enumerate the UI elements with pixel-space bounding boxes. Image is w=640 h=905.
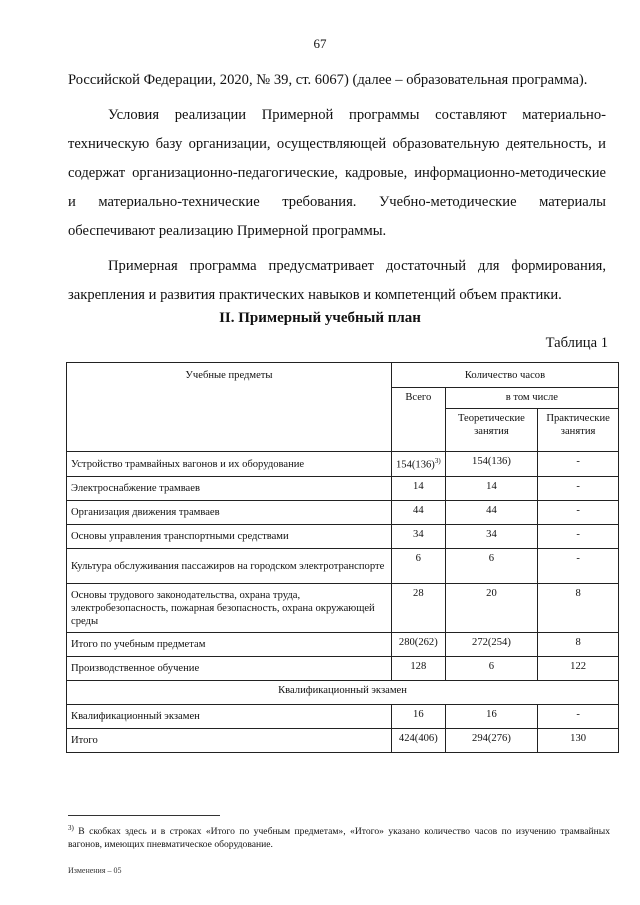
row-practice: - <box>538 452 619 477</box>
row-practice: 122 <box>538 657 619 681</box>
row-theory: 154(136) <box>445 452 538 477</box>
paragraph-1: Российской Федерации, 2020, № 39, ст. 6067) (далее – образовательная программа). <box>68 72 588 88</box>
row-name: Устройство трамвайных вагонов и их оборудование <box>67 452 392 477</box>
row-name: Организация движения трамваев <box>67 501 392 525</box>
row-total <box>391 452 445 477</box>
row-total: 28 <box>391 584 445 633</box>
row-total: 14 <box>391 477 445 501</box>
section-title: II. Примерный учебный план <box>219 310 421 326</box>
table-row <box>67 477 619 501</box>
row-total: 34 <box>391 525 445 549</box>
body-text <box>68 66 606 310</box>
page-number: 67 <box>313 36 327 51</box>
footnote-divider <box>68 815 220 816</box>
table-row <box>67 501 619 525</box>
row-name: Основы управления транспортными средствами <box>67 525 392 549</box>
row-practice: 130 <box>538 729 619 753</box>
row-name: Итого <box>67 729 392 753</box>
row-name: Электроснабжение трамваев <box>67 477 392 501</box>
row-theory: 44 <box>445 501 538 525</box>
row-total: 280(262) <box>391 633 445 657</box>
row-practice: - <box>538 705 619 729</box>
header-theory: Теоретические занятия <box>445 409 538 452</box>
table-row <box>67 525 619 549</box>
row-total: 44 <box>391 501 445 525</box>
table-row <box>67 584 619 633</box>
paragraph-3: Примерная программа предусматривает достаточный для формирования, закрепления и развития практических навыков и компетенций объем практики. <box>68 258 606 303</box>
curriculum-table <box>66 362 619 753</box>
exam-section-title: Квалификационный экзамен <box>67 681 619 705</box>
footnote-text: В скобках здесь и в строках «Итого по учебным предметам», «Итого» указано количество часов по изучению трамвайных вагонов, имеющих пневматическое оборудование. <box>68 826 610 851</box>
row-name: Производственное обучение <box>67 657 392 681</box>
row-theory: 14 <box>445 477 538 501</box>
row-theory: 294(276) <box>445 729 538 753</box>
row-practice: 8 <box>538 584 619 633</box>
header-subjects: Учебные предметы <box>67 363 392 452</box>
row-name: Итого по учебным предметам <box>67 633 392 657</box>
table-row <box>67 633 619 657</box>
row-practice: - <box>538 525 619 549</box>
header-total: Всего <box>391 388 445 452</box>
table-row <box>67 549 619 584</box>
row-total-value: 154(136) <box>395 459 435 471</box>
row-practice: - <box>538 477 619 501</box>
header-including: в том числе <box>445 388 618 409</box>
edition-mark: Изменения – 05 <box>68 866 122 875</box>
table-caption: Таблица 1 <box>545 335 608 351</box>
row-name: Культура обслуживания пассажиров на городском электротранспорте <box>67 549 392 584</box>
table-row <box>67 452 619 477</box>
footnote <box>68 822 610 851</box>
row-theory: 272(254) <box>445 633 538 657</box>
row-practice: - <box>538 501 619 525</box>
row-theory: 20 <box>445 584 538 633</box>
row-theory: 34 <box>445 525 538 549</box>
row-theory: 16 <box>445 705 538 729</box>
row-name: Основы трудового законодательства, охрана труда, электробезопасность, пожарная безопасность, охрана окружающей среды <box>67 584 392 633</box>
row-practice: - <box>538 549 619 584</box>
row-theory: 6 <box>445 657 538 681</box>
table-row <box>67 729 619 753</box>
row-total: 16 <box>391 705 445 729</box>
row-practice: 8 <box>538 633 619 657</box>
row-total: 128 <box>391 657 445 681</box>
row-name: Квалификационный экзамен <box>67 705 392 729</box>
row-total: 6 <box>391 549 445 584</box>
header-practice: Практические занятия <box>538 409 619 452</box>
table-section-row <box>67 681 619 705</box>
row-theory: 6 <box>445 549 538 584</box>
footnote-mark: 3) <box>68 824 74 832</box>
table-row <box>67 705 619 729</box>
paragraph-2: Условия реализации Примерной программы составляют материально-техническую базу организации, осуществляющей образовательную деятельность, и содержат организационно-педагогические, кадровые, информационно-методические и материально-технические требования. Учебно-методические материалы обеспечивают реализацию Примерной программы. <box>68 107 606 239</box>
header-hours: Количество часов <box>391 363 618 388</box>
row-total: 424(406) <box>391 729 445 753</box>
table-row <box>67 657 619 681</box>
footnote-reference: 3) <box>434 457 441 465</box>
